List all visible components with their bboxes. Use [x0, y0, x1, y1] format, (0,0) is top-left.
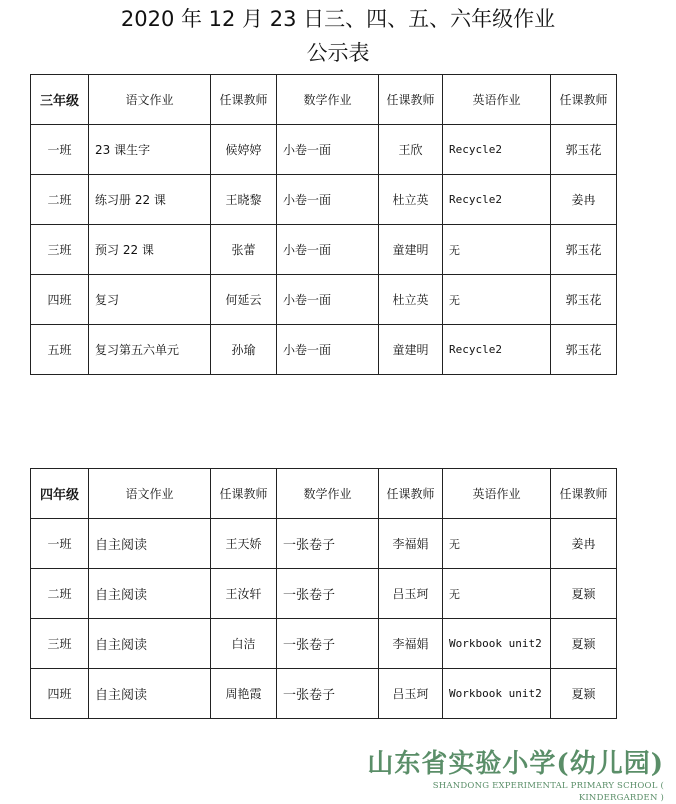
- teacher-cell: 姜冉: [551, 175, 617, 225]
- teacher-cell: 郭玉花: [551, 275, 617, 325]
- teacher-cell: 杜立英: [379, 175, 443, 225]
- english-homework-cell: 无: [443, 569, 551, 619]
- chinese-homework-cell: 自主阅读: [89, 569, 211, 619]
- teacher-cell: 夏颍: [551, 619, 617, 669]
- column-header-teacher: 任课教师: [551, 469, 617, 519]
- teacher-cell: 郭玉花: [551, 225, 617, 275]
- teacher-cell: 吕玉珂: [379, 569, 443, 619]
- table-header-row: [31, 75, 617, 125]
- chinese-homework-cell: 自主阅读: [89, 619, 211, 669]
- math-homework-cell: 一张卷子: [277, 569, 379, 619]
- column-header-math: 数学作业: [277, 469, 379, 519]
- chinese-homework-cell: 自主阅读: [89, 669, 211, 719]
- math-homework-cell: 小卷一面: [277, 175, 379, 225]
- chinese-homework-cell: 自主阅读: [89, 519, 211, 569]
- page-subtitle: 公示表: [306, 41, 370, 65]
- class-cell: 三班: [31, 619, 89, 669]
- grade3-homework-table: [30, 74, 617, 375]
- chinese-homework-cell: 预习 22 课: [89, 225, 211, 275]
- teacher-cell: 孙瑜: [211, 325, 277, 375]
- teacher-cell: 夏颍: [551, 669, 617, 719]
- english-homework-cell: 无: [443, 275, 551, 325]
- class-cell: 三班: [31, 225, 89, 275]
- class-cell: 五班: [31, 325, 89, 375]
- english-homework-cell: 无: [443, 519, 551, 569]
- table-row: [31, 275, 617, 325]
- english-homework-cell: Recycle2: [443, 325, 551, 375]
- school-logo-english: SHANDONG EXPERIMENTAL PRIMARY SCHOOL ( KINDERGARDEN ): [432, 781, 664, 803]
- class-cell: 一班: [31, 125, 89, 175]
- teacher-cell: 周艳霞: [211, 669, 277, 719]
- column-header-english: 英语作业: [443, 469, 551, 519]
- teacher-cell: 何延云: [211, 275, 277, 325]
- table-row: [31, 125, 617, 175]
- math-homework-cell: 小卷一面: [277, 275, 379, 325]
- class-cell: 四班: [31, 669, 89, 719]
- class-cell: 四班: [31, 275, 89, 325]
- math-homework-cell: 一张卷子: [277, 669, 379, 719]
- teacher-cell: 张蕾: [211, 225, 277, 275]
- math-homework-cell: 一张卷子: [277, 519, 379, 569]
- school-logo: [364, 748, 664, 804]
- teacher-cell: 李福娟: [379, 619, 443, 669]
- english-homework-cell: Recycle2: [443, 125, 551, 175]
- teacher-cell: 王欣: [379, 125, 443, 175]
- teacher-cell: 童建明: [379, 225, 443, 275]
- chinese-homework-cell: 练习册 22 课: [89, 175, 211, 225]
- column-header-english: 英语作业: [443, 75, 551, 125]
- column-header-math: 数学作业: [277, 75, 379, 125]
- table-row: [31, 569, 617, 619]
- class-cell: 二班: [31, 569, 89, 619]
- grade4-homework-table: [30, 468, 617, 719]
- teacher-cell: 夏颍: [551, 569, 617, 619]
- teacher-cell: 候婷婷: [211, 125, 277, 175]
- column-header-teacher: 任课教师: [379, 75, 443, 125]
- column-header-teacher: 任课教师: [211, 469, 277, 519]
- table-header-row: [31, 469, 617, 519]
- english-homework-cell: Recycle2: [443, 175, 551, 225]
- table-row: [31, 175, 617, 225]
- teacher-cell: 王天娇: [211, 519, 277, 569]
- teacher-cell: 郭玉花: [551, 325, 617, 375]
- school-logo-chinese: 山东省实验小学(幼儿园): [367, 749, 664, 779]
- column-header-teacher: 任课教师: [211, 75, 277, 125]
- teacher-cell: 杜立英: [379, 275, 443, 325]
- teacher-cell: 王晓黎: [211, 175, 277, 225]
- page-title: 2020 年 12 月 23 日三、四、五、六年级作业: [120, 7, 556, 31]
- column-header-teacher: 任课教师: [551, 75, 617, 125]
- table-row: [31, 519, 617, 569]
- chinese-homework-cell: 复习: [89, 275, 211, 325]
- column-header-chinese: 语文作业: [89, 469, 211, 519]
- grade-label: 四年级: [31, 469, 89, 519]
- teacher-cell: 白洁: [211, 619, 277, 669]
- column-header-teacher: 任课教师: [379, 469, 443, 519]
- teacher-cell: 郭玉花: [551, 125, 617, 175]
- math-homework-cell: 小卷一面: [277, 225, 379, 275]
- teacher-cell: 王汝轩: [211, 569, 277, 619]
- column-header-chinese: 语文作业: [89, 75, 211, 125]
- grade-label: 三年级: [31, 75, 89, 125]
- table-row: [31, 619, 617, 669]
- chinese-homework-cell: 23 课生字: [89, 125, 211, 175]
- teacher-cell: 姜冉: [551, 519, 617, 569]
- teacher-cell: 童建明: [379, 325, 443, 375]
- math-homework-cell: 小卷一面: [277, 125, 379, 175]
- table-row: [31, 325, 617, 375]
- english-homework-cell: Workbook unit2: [443, 619, 551, 669]
- math-homework-cell: 一张卷子: [277, 619, 379, 669]
- teacher-cell: 李福娟: [379, 519, 443, 569]
- teacher-cell: 吕玉珂: [379, 669, 443, 719]
- english-homework-cell: Workbook unit2: [443, 669, 551, 719]
- math-homework-cell: 小卷一面: [277, 325, 379, 375]
- chinese-homework-cell: 复习第五六单元: [89, 325, 211, 375]
- class-cell: 二班: [31, 175, 89, 225]
- table-row: [31, 669, 617, 719]
- class-cell: 一班: [31, 519, 89, 569]
- english-homework-cell: 无: [443, 225, 551, 275]
- table-row: [31, 225, 617, 275]
